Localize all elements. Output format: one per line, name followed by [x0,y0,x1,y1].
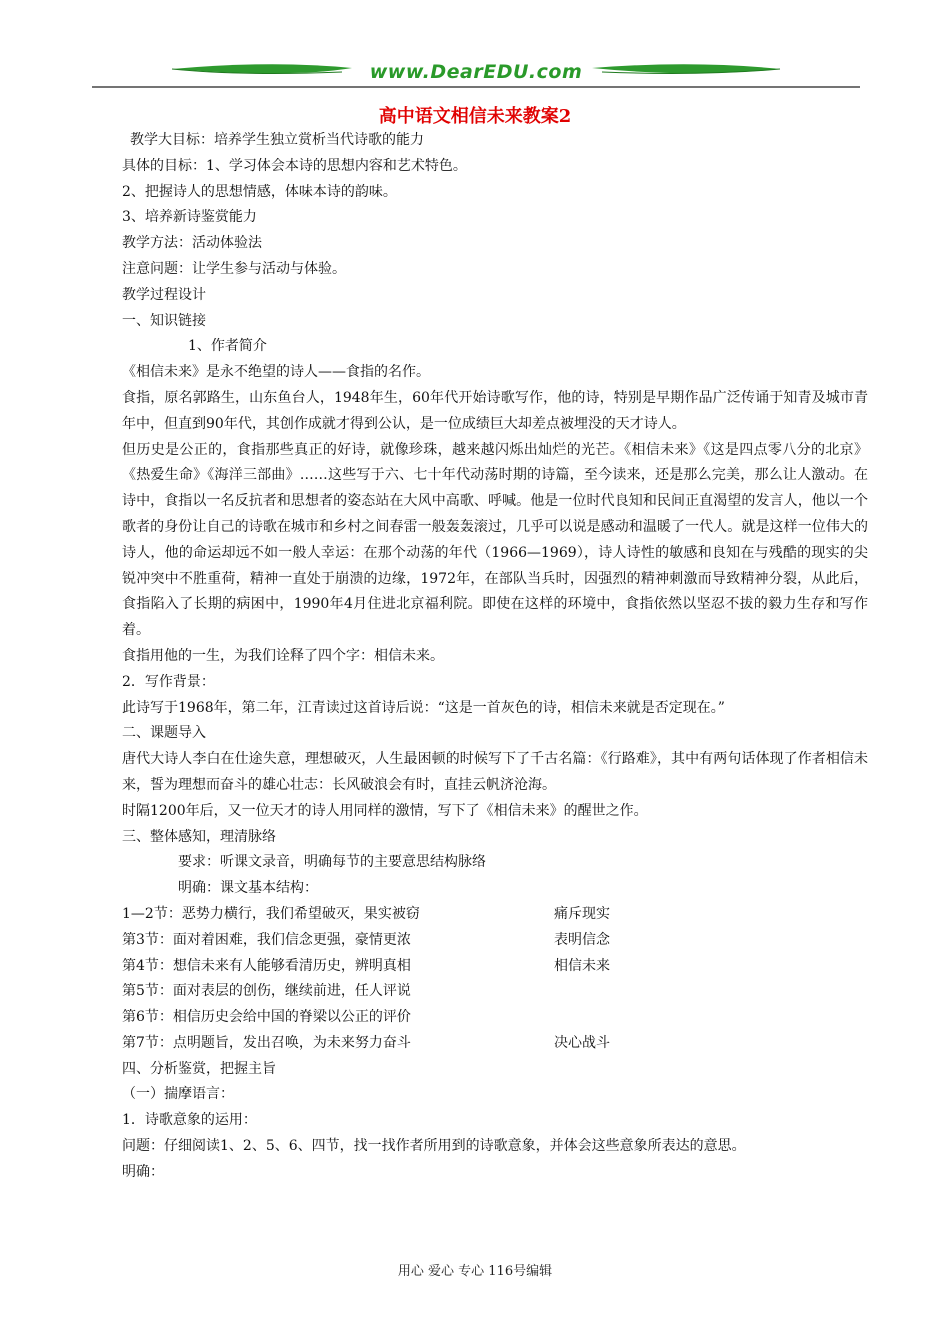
page-footer: 用心 爱心 专心 116号编辑 [397,1264,553,1279]
text-line: 具体的目标：1、学习体会本诗的思想内容和艺术特色。 [122,157,467,174]
text-line: 教学方法：活动体验法 [122,235,262,252]
text-line: 明确： [122,1163,164,1180]
paragraph: 唐代大诗人李白在仕途失意，理想破灭，人生最困顿的时候写下了千古名篇：《行路难》，其中有两句话体现了作者相信未来，誓为理想而奋斗的雄心壮志：长风破浪会有时，直挂云帆济沧海。 [122,751,868,793]
paragraph: 但历史是公正的，食指那些真正的好诗，就像珍珠，越来越闪烁出灿烂的光芒。《相信未来》《这是四点零八分的北京》《热爱生命》《海洋三部曲》……这些写于六、七十年代动荡时期的诗篇，至今读来，还是那么完美，那么让人激动。在诗中，食指以一名反抗者和思想者的姿态站在大风中高歌、呼喊。他是一位时代良知和民间正直渴望的发言人，他以一个歌者的身份让自己的诗歌在城市和乡村之间春雷一般轰轰滚过，几乎可以说是感动和温暖了一代人。就是这样一位伟大的诗人，他的命运却远不如一般人幸运：在那个动荡的年代（1966—1969），诗人诗性的敏感和良知在与残酷的现实的尖锐冲突中不胜重荷，精神一直处于崩溃的边缘，1972年，在部队当兵时，因强烈的精神刺激而导致精神分裂，从此后，食指陷入了长期的病困中，1990年4月住进北京福利院。即使在这样的环境中，食指依然以坚忍不拔的毅力生存和写作着。 [122,441,868,639]
section-heading: 二、课题导入 [122,725,206,742]
document-body [122,128,868,1186]
structure-summary: 相信未来 [554,957,610,974]
text-line: 食指用他的一生，为我们诠释了四个字：相信未来。 [122,647,444,664]
section-heading: 教学过程设计 [122,286,206,303]
structure-section: 1—2节：恶势力横行，我们希望破灭，果实被窃 [122,905,420,922]
section-heading: 一、知识链接 [122,312,206,329]
text-line: 2、把握诗人的思想情感，体味本诗的韵味。 [122,183,397,200]
text-line: 教学大目标：培养学生独立赏析当代诗歌的能力 [130,132,424,148]
structure-row [122,1005,868,1031]
section-heading: 三、整体感知，理清脉络 [122,828,276,845]
text-line: 时隔1200年后，又一位天才的诗人用同样的激情，写下了《相信未来》的醒世之作。 [122,802,648,819]
section-heading: 四、分析鉴赏，把握主旨 [122,1060,276,1077]
text-line: 《相信未来》是永不绝望的诗人——食指的名作。 [122,364,430,381]
subsection-heading: （一）揣摩语言： [122,1086,234,1103]
site-logo-text: www.DearEDU.com [369,61,583,83]
text-line: 注意问题：让学生参与活动与体验。 [122,260,346,277]
structure-row [122,1031,868,1057]
text-line: 3、培养新诗鉴赏能力 [122,209,257,226]
structure-summary: 表明信念 [554,931,610,948]
structure-row [122,928,868,954]
text-line: 问题：仔细阅读1、2、5、6、四节，找一找作者所用到的诗歌意象，并体会这些意象所表达的意思。 [122,1138,746,1155]
structure-summary: 痛斥现实 [554,905,610,922]
subsection-heading: 2．写作背景： [122,673,215,690]
page-title: 高中语文相信未来教案2 [378,106,572,127]
structure-row [122,954,868,980]
text-line: 要求：听课文录音，明确每节的主要意思结构脉络 [178,854,486,871]
structure-section: 第7节：点明题旨，发出召唤，为未来努力奋斗 [122,1034,411,1051]
structure-section: 第3节：面对着困难，我们信念更强，豪情更浓 [122,931,411,948]
text-line: 明确：课文基本结构： [178,880,318,897]
structure-row [122,979,868,1005]
structure-section: 第4节：想信未来有人能够看清历史，辨明真相 [122,957,411,974]
site-header [92,56,860,90]
paragraph: 食指，原名郭路生，山东鱼台人，1948年生，60年代开始诗歌写作，他的诗，特别是早期作品广泛传诵于知青及城市青年中，但直到90年代，其创作成就才得到公认，是一位成绩巨大却差点被埋没的天才诗人。 [122,389,868,432]
text-line: 1．诗歌意象的运用： [122,1112,257,1129]
text-line: 此诗写于1968年，第二年，江青读过这首诗后说：“这是一首灰色的诗，相信未来就是否定现在。” [122,699,725,716]
subsection-heading: 1、作者简介 [188,338,267,355]
structure-section: 第6节：相信历史会给中国的脊梁以公正的评价 [122,1009,411,1026]
structure-summary: 决心战斗 [554,1034,610,1051]
structure-row [122,902,868,928]
structure-section: 第5节：面对表层的创伤，继续前进，任人评说 [122,983,411,1000]
